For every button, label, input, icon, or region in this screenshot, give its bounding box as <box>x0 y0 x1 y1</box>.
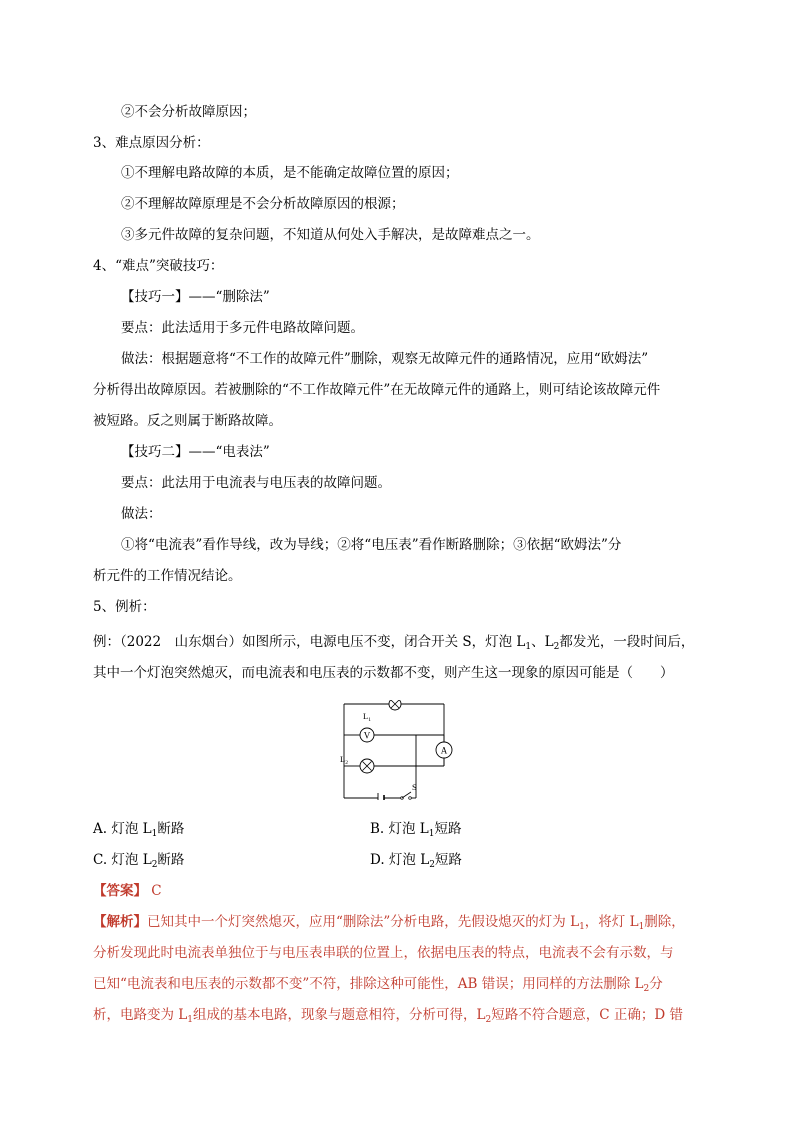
option-a-text: A. 灯泡 L <box>93 821 152 837</box>
analysis-line <box>93 975 663 998</box>
analysis-label: 【解析】 <box>93 914 147 930</box>
subscript: 1 <box>151 829 158 839</box>
text-line: 要点：此法适用于多元件电路故障问题。 <box>121 320 364 336</box>
text-line: 做法： <box>121 506 162 522</box>
text-line: 做法：根据题意将“不工作的故障元件”删除，观察无故障元件的通路情况，应用“欧姆法” <box>121 351 649 367</box>
analysis-text: ，将灯 L <box>584 914 639 930</box>
lamp-l2-icon <box>360 759 374 773</box>
option-d-text: 短路 <box>434 852 462 868</box>
subscript: 1 <box>579 922 585 932</box>
subscript: 1 <box>187 1015 193 1025</box>
option-d <box>370 851 462 874</box>
section-heading: 5、例析： <box>93 599 156 615</box>
text-line: 分析得出故障原因。若被删除的“不工作故障元件”在无故障元件的通路上，则可结论该故障元件 <box>93 382 661 398</box>
text-line: ②不会分析故障原因； <box>121 104 256 120</box>
analysis-line <box>93 913 685 936</box>
analysis-text: 已知“电流表和电压表的示数都不变”不符，排除这种可能性，AB 错误；用同样的方法删除 L <box>93 976 644 992</box>
analysis-text: 短路不符合题意，C 正确；D 错 <box>491 1007 683 1023</box>
answer-label: 【答案】 <box>93 883 147 899</box>
lamp-l1-icon <box>389 700 401 710</box>
subscript: 2 <box>429 860 435 870</box>
subscript: 1 <box>428 829 435 839</box>
tip-heading: 【技巧一】——“删除法” <box>121 289 270 305</box>
question-line: 其中一个灯泡突然熄灭，而电流表和电压表的示数都不变，则产生这一现象的原因可能是（ ） <box>93 665 674 681</box>
option-d-text: D. 灯泡 L <box>370 852 430 868</box>
section-heading: 3、难点原因分析： <box>93 135 210 151</box>
subscript: 2 <box>643 984 650 994</box>
option-c <box>93 851 184 874</box>
analysis-text: 删除， <box>644 914 685 930</box>
subscript: 1 <box>525 642 532 652</box>
battery-icon <box>378 793 384 800</box>
text-line: ①将“电流表”看作导线，改为导线；②将“电压表”看作断路删除；③依据“欧姆法”分 <box>121 537 622 553</box>
option-a <box>93 820 184 843</box>
ammeter-icon <box>436 742 452 758</box>
text-line: 被短路。反之则属于断路故障。 <box>93 413 282 429</box>
analysis-line <box>93 1006 683 1029</box>
subscript: 1 <box>638 922 645 932</box>
option-b-text: B. 灯泡 L <box>370 821 429 837</box>
analysis-text: 分 <box>649 976 663 992</box>
answer-line <box>93 882 162 900</box>
subscript: 2 <box>485 1015 492 1025</box>
option-b-text: 短路 <box>434 821 462 837</box>
label-l2: $L_2$ <box>340 754 348 766</box>
switch-icon <box>401 792 412 799</box>
option-a-text: 断路 <box>157 821 185 837</box>
voltmeter-label: V <box>363 730 371 741</box>
text-line: ①不理解电路故障的本质，是不能确定故障位置的原因； <box>121 165 459 181</box>
analysis-text: 已知其中一个灯突然熄灭，应用“删除法”分析电路，先假设熄灭的灯为 L <box>147 914 580 930</box>
subscript: 2 <box>553 642 560 652</box>
voltmeter-icon <box>360 728 374 742</box>
analysis-text: 组成的基本电路，现象与题意相符，分析可得，L <box>193 1007 486 1023</box>
label-s: S <box>412 782 417 792</box>
option-c-text: C. 灯泡 L <box>93 852 152 868</box>
analysis-line: 分析发现此时电流表单独位于与电压表串联的位置上，依据电压表的特点，电流表不会有示数，与 <box>93 945 674 961</box>
ammeter-label: A <box>440 745 448 756</box>
text-line: ②不理解故障原理是不会分析故障原因的根源； <box>121 196 405 212</box>
text-line: 要点：此法用于电流表与电压表的故障问题。 <box>121 475 391 491</box>
text-line: ③多元件故障的复杂问题，不知道从何处入手解决，是故障难点之一。 <box>121 227 540 243</box>
circuit-diagram <box>338 700 458 800</box>
tip-heading: 【技巧二】——“电表法” <box>121 444 270 460</box>
question-text: 、L <box>531 634 554 650</box>
section-heading: 4、“难点”突破技巧： <box>93 258 224 274</box>
option-b <box>370 820 462 843</box>
subscript: 2 <box>151 860 158 870</box>
question-text: 例：（2022 山东烟台）如图所示，电源电压不变，闭合开关 S，灯泡 L <box>93 634 526 650</box>
label-l1: $L_1$ <box>363 711 371 723</box>
answer-value: C <box>151 883 162 899</box>
text-line: 析元件的工作情况结论。 <box>93 568 242 584</box>
question-text: 都发光，一段时间后， <box>559 634 695 650</box>
question-line <box>93 633 694 656</box>
analysis-text: 析，电路变为 L <box>93 1007 188 1023</box>
option-c-text: 断路 <box>157 852 185 868</box>
